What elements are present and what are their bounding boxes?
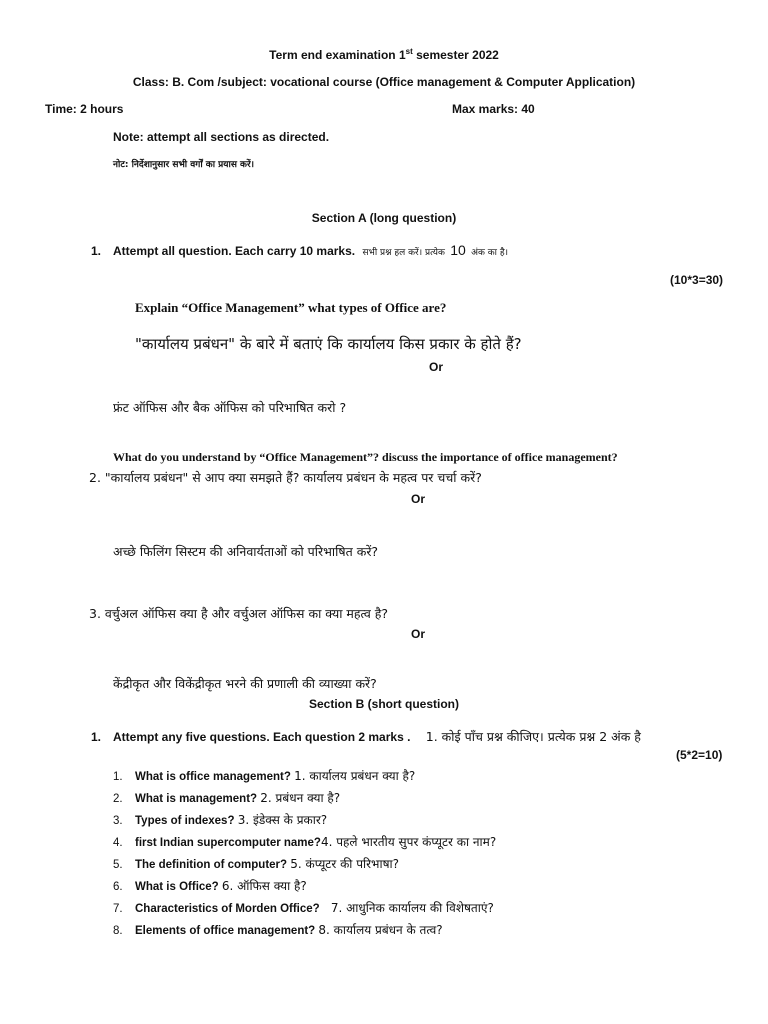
list-item: 1. What is office management? 1. कार्यालय प्रबंधन क्या है? [113, 769, 416, 783]
q3-alt-hi: केंद्रीकृत और विकेंद्रीकृत भरने की प्रणाली की व्याख्या करें? [113, 676, 377, 691]
section-a-title: Section A (long question) [311, 211, 457, 225]
section-b-instr-num: 1. [91, 730, 102, 744]
note-en: Note: attempt all sections as directed. [113, 130, 330, 144]
or-1: Or [429, 360, 444, 374]
section-a-instr-num: 1. [91, 244, 102, 258]
exam-title: Term end examination 1st semester 2022 [269, 47, 499, 62]
q1-en: Explain “Office Management” what types of Office are? [135, 300, 447, 315]
list-item: 6. What is Office? 6. ऑफिस क्या है? [113, 879, 307, 893]
note-hi: नोट: निर्देशानुसार सभी वर्गों का प्रयास करें। [113, 160, 255, 170]
q1-alt-hi: फ्रंट ऑफिस और बैक ऑफिस को परिभाषित करो ? [113, 400, 347, 415]
q2-en: What do you understand by “Office Management”? discuss the importance of office management? [113, 450, 618, 464]
class-line: Class: B. Com /subject: vocational course (Office management & Computer Application) [132, 75, 636, 89]
q2-hi: 2. "कार्यालय प्रबंधन" से आप क्या समझते हैं? कार्यालय प्रबंधन के महत्व पर चर्चा करें? [89, 470, 482, 485]
q3-hi: 3. वर्चुअल ऑफिस क्या है और वर्चुअल ऑफिस का क्या महत्व है? [89, 606, 389, 621]
max-marks-label: Max marks: 40 [452, 102, 535, 116]
list-item: 5. The definition of computer? 5. कंप्यूटर की परिभाषा? [113, 857, 400, 871]
list-item: 3. Types of indexes? 3. इंडेक्स के प्रकार? [113, 813, 328, 827]
section-b-title: Section B (short question) [309, 697, 459, 711]
list-item: 4. first Indian supercomputer name?4. पहले भारतीय सुपर कंप्यूटर का नाम? [113, 835, 497, 849]
or-3: Or [411, 627, 426, 641]
time-label: Time: 2 hours [45, 102, 124, 116]
short-question-list [113, 768, 496, 944]
q1-hi: "कार्यालय प्रबंधन" के बारे में बताएं कि कार्यालय किस प्रकार के होते हैं? [135, 335, 522, 353]
section-a-instruction: Attempt all question. Each carry 10 marks. सभी प्रश्न हल करें। प्रत्येक 10 अंक का है। [113, 242, 509, 258]
section-b-instruction: Attempt any five questions. Each question 2 marks . 1. कोई पाँच प्रश्न कीजिए। प्रत्येक प्रश्न 2 अंक है [113, 729, 641, 744]
list-item: 7. Characteristics of Morden Office? 7. आधुनिक कार्यालय की विशेषताएं? [113, 901, 494, 915]
list-item: 8. Elements of office management? 8. कार्यालय प्रबंधन के तत्व? [113, 923, 443, 937]
list-item: 2. What is management? 2. प्रबंधन क्या है? [113, 791, 341, 805]
q2-alt-hi: अच्छे फिलिंग सिस्टम की अनिवार्यताओं को परिभाषित करें? [113, 544, 379, 559]
section-a-marks: (10*3=30) [670, 273, 724, 287]
section-b-marks: (5*2=10) [676, 748, 723, 762]
or-2: Or [411, 492, 426, 506]
